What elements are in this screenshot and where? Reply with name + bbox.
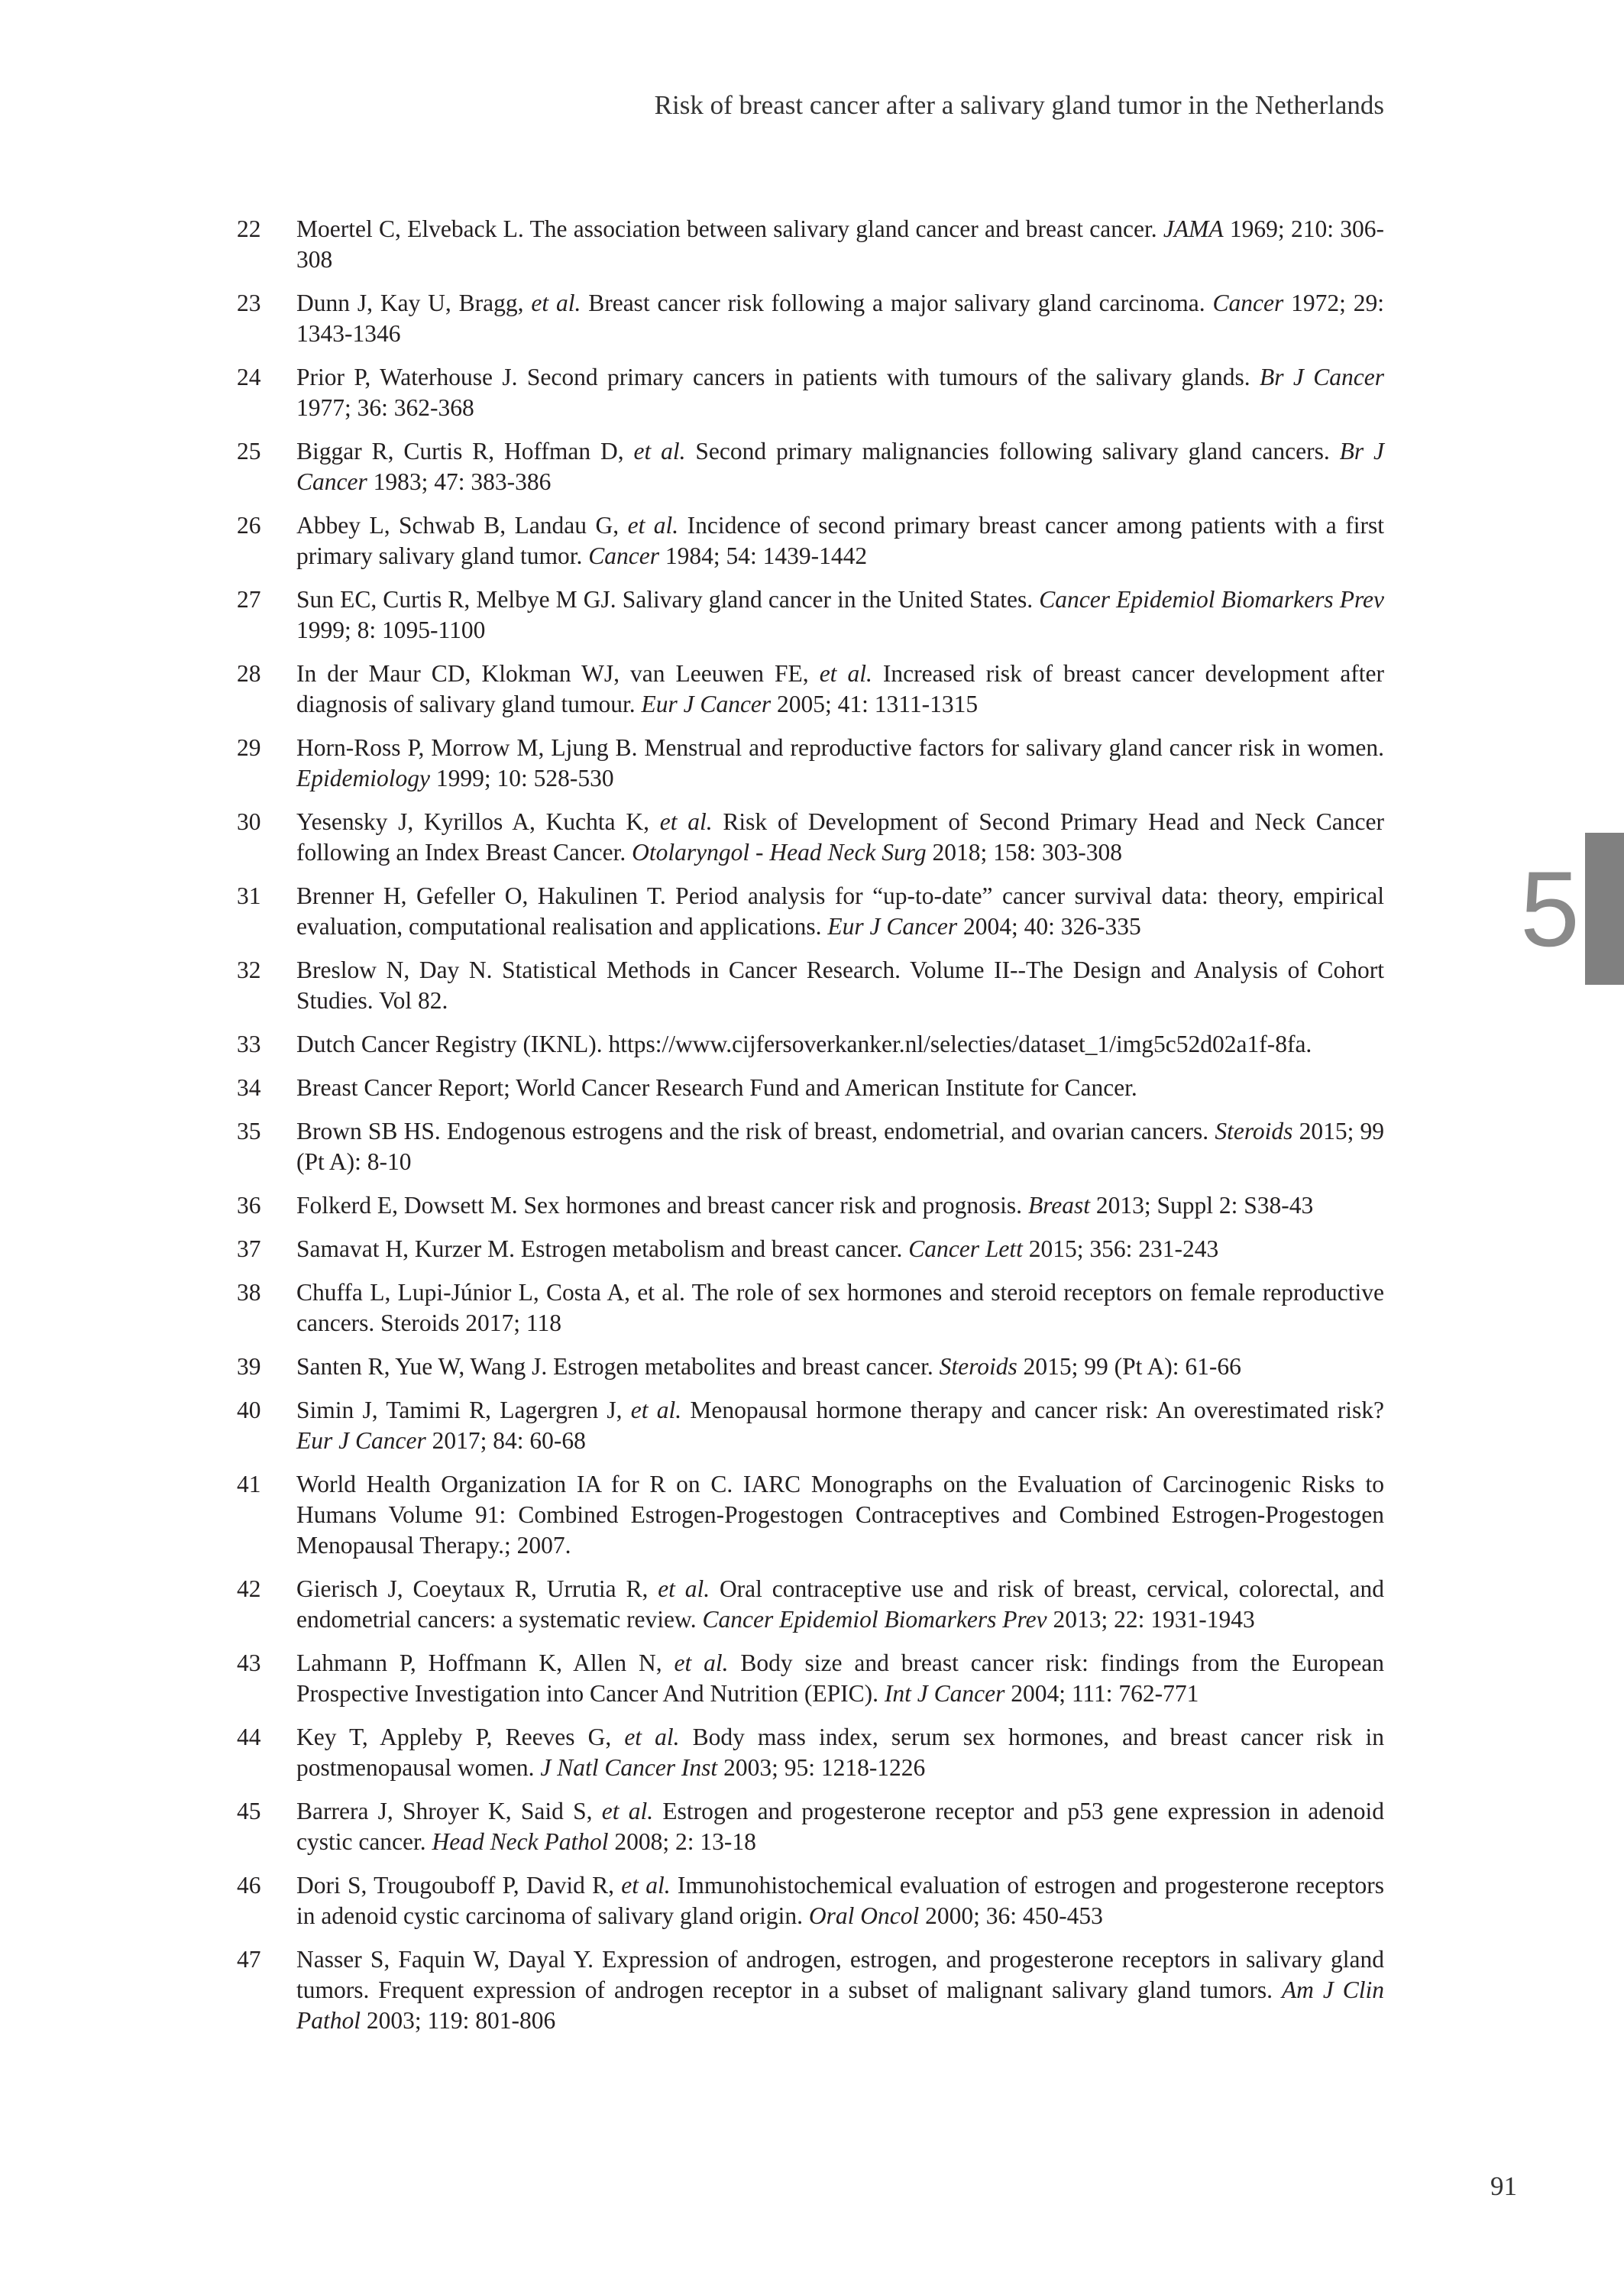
reference-text-part: Samavat H, Kurzer M. Estrogen metabolism and breast cancer.	[296, 1235, 909, 1262]
reference-text-part: Biggar R, Curtis R, Hoffman D,	[296, 438, 634, 465]
reference-item	[229, 1029, 1384, 1060]
reference-journal: et al.	[531, 290, 581, 316]
reference-text-part: In der Maur CD, Klokman WJ, van Leeuwen FE,	[296, 660, 820, 687]
reference-text-part: Key T, Appleby P, Reeves G,	[296, 1724, 625, 1750]
reference-journal: Oral Oncol	[808, 1902, 920, 1929]
reference-text-part: Folkerd E, Dowsett M. Sex hormones and breast cancer risk and prognosis.	[296, 1192, 1028, 1219]
reference-text	[296, 1279, 1384, 1336]
reference-text-part: 1977; 36: 362-368	[296, 394, 474, 421]
reference-item	[229, 1796, 1384, 1857]
reference-text-part: Brown SB HS. Endogenous estrogens and the risk of breast, endometrial, and ovarian cancers.	[296, 1118, 1215, 1144]
reference-journal: Eur J Cancer	[641, 691, 772, 717]
reference-item	[229, 1395, 1384, 1456]
reference-text	[296, 1235, 1218, 1262]
reference-text-part: Breslow N, Day N. Statistical Methods in Cancer Research. Volume II--The Design and Analysis of Cohort Studies. Vol 82.	[296, 957, 1384, 1014]
reference-item	[229, 1944, 1384, 2036]
reference-text	[296, 1471, 1384, 1559]
reference-item	[229, 881, 1384, 942]
reference-number: 23	[237, 290, 261, 316]
reference-journal: Br J Cancer	[1260, 364, 1384, 390]
reference-number: 41	[237, 1471, 261, 1497]
reference-text-part: Dori S, Trougouboff P, David R,	[296, 1872, 622, 1899]
reference-number: 37	[237, 1235, 261, 1262]
reference-number: 28	[237, 660, 261, 687]
reference-item	[229, 1073, 1384, 1103]
reference-item	[229, 955, 1384, 1016]
reference-journal: Cancer Epidemiol Biomarkers Prev	[1039, 586, 1384, 613]
reference-text-part: 2013; 22: 1931-1943	[1047, 1606, 1255, 1633]
reference-text-part: Abbey L, Schwab B, Landau G,	[296, 512, 628, 539]
reference-item	[229, 1574, 1384, 1635]
reference-text-part: Brenner H, Gefeller O, Hakulinen T. Period analysis for “up-to-date” cancer survival data: theory, empirical evaluation, computational realisation and applications.	[296, 882, 1384, 940]
reference-text-part: 2003; 119: 801-806	[361, 2007, 556, 2034]
reference-text-part: Immunohistochemical evaluation of estrogen and progesterone receptors in adenoid cystic carcinoma of salivary gland origin.	[296, 1872, 1384, 1929]
reference-item	[229, 1722, 1384, 1783]
reference-text-part: Horn-Ross P, Morrow M, Ljung B. Menstrual and reproductive factors for salivary gland cancer risk in women.	[296, 734, 1384, 761]
reference-text-part: Gierisch J, Coeytaux R, Urrutia R,	[296, 1575, 658, 1602]
reference-journal: Cancer Epidemiol Biomarkers Prev	[702, 1606, 1047, 1633]
reference-text-part: 1999; 8: 1095-1100	[296, 617, 486, 643]
reference-text	[296, 808, 1384, 866]
reference-text-part: Dunn J, Kay U, Bragg,	[296, 290, 532, 316]
reference-text-part: Simin J, Tamimi R, Lagergren J,	[296, 1397, 631, 1423]
reference-text-part: World Health Organization IA for R on C. IARC Monographs on the Evaluation of Carcinogenic Risks to Humans Volume 91: Combined Estrogen-Progestogen Contraceptives and Combined Estrogen-Progestogen Menopausal Therapy.; 2007.	[296, 1471, 1384, 1559]
reference-item	[229, 510, 1384, 571]
reference-text-part: 2004; 40: 326-335	[957, 913, 1141, 940]
reference-journal: Eur J Cancer	[296, 1427, 426, 1454]
reference-text	[296, 1074, 1137, 1101]
reference-journal: Cancer Lett	[908, 1235, 1023, 1262]
reference-number: 44	[237, 1724, 261, 1750]
reference-journal: et al.	[819, 660, 872, 687]
reference-item	[229, 733, 1384, 794]
reference-text-part: 2018; 158: 303-308	[926, 839, 1123, 866]
reference-number: 35	[237, 1118, 261, 1144]
reference-text-part: Moertel C, Elveback L. The association between salivary gland cancer and breast cancer.	[296, 215, 1163, 242]
reference-text-part: Increased risk of breast cancer development after diagnosis of salivary gland tumour.	[296, 660, 1385, 717]
reference-text-part: 2017; 84: 60-68	[425, 1427, 586, 1454]
reference-text-part: Incidence of second primary breast cancer among patients with a first primary salivary gland tumor.	[296, 512, 1384, 569]
reference-journal: Epidemiology	[296, 765, 430, 792]
reference-journal: Head Neck Pathol	[432, 1828, 609, 1855]
reference-text	[296, 1872, 1384, 1929]
reference-number: 29	[237, 734, 261, 761]
reference-text-part: Barrera J, Shroyer K, Said S,	[296, 1798, 602, 1824]
reference-item	[229, 362, 1384, 423]
reference-item	[229, 214, 1384, 275]
reference-item	[229, 436, 1384, 497]
reference-text	[296, 364, 1384, 421]
reference-journal: Br J Cancer	[296, 438, 1384, 495]
reference-text	[296, 1192, 1313, 1219]
reference-journal: et al.	[633, 438, 686, 465]
reference-journal: Otolaryngol - Head Neck Surg	[632, 839, 927, 866]
reference-journal: Cancer	[588, 542, 660, 569]
reference-journal: et al.	[658, 1575, 710, 1602]
reference-journal: Am J Clin Pathol	[296, 1976, 1384, 2034]
reference-number: 24	[237, 364, 261, 390]
reference-text-part: Second primary malignancies following salivary gland cancers.	[685, 438, 1340, 465]
reference-journal: Int J Cancer	[884, 1680, 1005, 1707]
reference-text-part: Yesensky J, Kyrillos A, Kuchta K,	[296, 808, 660, 835]
reference-journal: Breast	[1027, 1192, 1091, 1219]
reference-text-part: Chuffa L, Lupi-Júnior L, Costa A, et al. The role of sex hormones and steroid receptors on female reproductive cancers. Steroids 2017; 118	[296, 1279, 1384, 1336]
reference-list	[229, 214, 1384, 2049]
reference-text	[296, 512, 1384, 569]
reference-text	[296, 882, 1384, 940]
reference-text	[296, 438, 1384, 495]
reference-text-part: 1983; 47: 383-386	[367, 468, 552, 495]
reference-text-part: 2015; 99 (Pt A): 8-10	[296, 1118, 1384, 1175]
reference-journal: J Natl Cancer Inst	[540, 1754, 718, 1781]
reference-text-part: 2015; 356: 231-243	[1022, 1235, 1219, 1262]
reference-number: 30	[237, 808, 261, 835]
reference-item	[229, 1648, 1384, 1709]
reference-item	[229, 1469, 1384, 1561]
reference-item	[229, 1190, 1384, 1221]
reference-text-part: 2015; 99 (Pt A): 61-66	[1017, 1353, 1241, 1380]
reference-text-part: 2013; Suppl 2: S38-43	[1090, 1192, 1314, 1219]
reference-text-part: Oral contraceptive use and risk of breast, cervical, colorectal, and endometrial cancers: a systematic review.	[296, 1575, 1384, 1633]
reference-item	[229, 659, 1384, 720]
reference-text-part: Body size and breast cancer risk: findings from the European Prospective Investigation into Cancer And Nutrition (EPIC).	[296, 1649, 1384, 1707]
reference-text	[296, 1798, 1384, 1855]
reference-journal: Eur J Cancer	[827, 913, 958, 940]
reference-item	[229, 1234, 1384, 1264]
reference-number: 22	[237, 215, 261, 242]
reference-text-part: Estrogen and progesterone receptor and p53 gene expression in adenoid cystic cancer.	[296, 1798, 1384, 1855]
reference-text-part: Lahmann P, Hoffmann K, Allen N,	[296, 1649, 675, 1676]
reference-number: 38	[237, 1279, 261, 1306]
reference-text-part: 1984; 54: 1439-1442	[659, 542, 868, 569]
reference-text-part: 1999; 10: 528-530	[429, 765, 614, 792]
reference-item	[229, 1870, 1384, 1931]
reference-journal: et al.	[621, 1872, 671, 1899]
reference-item	[229, 1352, 1384, 1382]
reference-item	[229, 288, 1384, 349]
reference-journal: Cancer	[1212, 290, 1284, 316]
reference-text	[296, 1397, 1384, 1454]
chapter-tab	[1585, 833, 1624, 985]
reference-number: 43	[237, 1649, 261, 1676]
reference-text-part: 2005; 41: 1311-1315	[771, 691, 979, 717]
reference-journal: Steroids	[939, 1353, 1017, 1380]
reference-text	[296, 215, 1384, 273]
reference-text	[296, 660, 1384, 717]
reference-number: 45	[237, 1798, 261, 1824]
reference-text	[296, 1575, 1384, 1633]
reference-journal: et al.	[601, 1798, 654, 1824]
reference-journal: et al.	[624, 1724, 680, 1750]
reference-journal: et al.	[630, 1397, 682, 1423]
reference-number: 26	[237, 512, 261, 539]
reference-text-part: 2008; 2: 13-18	[608, 1828, 756, 1855]
reference-text-part: 1969; 210: 306-308	[296, 215, 1384, 273]
reference-number: 36	[237, 1192, 261, 1219]
reference-text-part: Breast Cancer Report; World Cancer Research Fund and American Institute for Cancer.	[296, 1074, 1137, 1101]
reference-text	[296, 1353, 1241, 1380]
running-header: Risk of breast cancer after a salivary gland tumor in the Netherlands	[654, 90, 1384, 120]
reference-text-part: Prior P, Waterhouse J. Second primary cancers in patients with tumours of the salivary glands.	[296, 364, 1260, 390]
reference-text	[296, 1724, 1384, 1781]
reference-number: 33	[237, 1031, 261, 1057]
reference-number: 46	[237, 1872, 261, 1899]
reference-text-part: Body mass index, serum sex hormones, and breast cancer risk in postmenopausal women.	[296, 1724, 1385, 1781]
reference-text	[296, 957, 1384, 1014]
reference-journal: et al.	[659, 808, 713, 835]
reference-text-part: 2000; 36: 450-453	[919, 1902, 1103, 1929]
reference-text	[296, 1031, 1312, 1057]
chapter-number: 5	[1520, 849, 1580, 969]
reference-number: 27	[237, 586, 261, 613]
reference-text	[296, 1946, 1384, 2034]
reference-number: 34	[237, 1074, 261, 1101]
reference-item	[229, 1116, 1384, 1177]
reference-text-part: Sun EC, Curtis R, Melbye M GJ. Salivary gland cancer in the United States.	[296, 586, 1040, 613]
reference-number: 25	[237, 438, 261, 465]
reference-text	[296, 734, 1384, 792]
reference-text-part: Nasser S, Faquin W, Dayal Y. Expression of androgen, estrogen, and progesterone receptors in salivary gland tumors. Frequent expression of androgen receptor in a subset of malignant salivary gland tumors.	[296, 1946, 1384, 2003]
reference-journal: JAMA	[1163, 215, 1224, 242]
reference-number: 31	[237, 882, 261, 909]
reference-item	[229, 584, 1384, 646]
reference-text-part: Santen R, Yue W, Wang J. Estrogen metabolites and breast cancer.	[296, 1353, 940, 1380]
reference-text-part: Risk of Development of Second Primary Head and Neck Cancer following an Index Breast Cancer.	[296, 808, 1384, 866]
reference-number: 42	[237, 1575, 261, 1602]
reference-text	[296, 290, 1384, 347]
reference-text	[296, 586, 1384, 643]
reference-text	[296, 1649, 1384, 1707]
reference-journal: et al.	[674, 1649, 729, 1676]
reference-number: 40	[237, 1397, 261, 1423]
reference-journal: Steroids	[1215, 1118, 1293, 1144]
reference-text-part: 2003; 95: 1218-1226	[717, 1754, 926, 1781]
reference-text-part: Breast cancer risk following a major salivary gland carcinoma.	[581, 290, 1213, 316]
reference-text	[296, 1118, 1384, 1175]
reference-text-part: 2004; 111: 762-771	[1004, 1680, 1199, 1707]
reference-item	[229, 1277, 1384, 1339]
reference-text-part: 1972; 29: 1343-1346	[296, 290, 1384, 347]
reference-number: 47	[237, 1946, 261, 1973]
reference-text-part: Menopausal hormone therapy and cancer risk: An overestimated risk?	[681, 1397, 1384, 1423]
reference-text-part: Dutch Cancer Registry (IKNL). https://www.cijfersoverkanker.nl/selecties/dataset_1/img5c52d02a1f-8fa.	[296, 1031, 1312, 1057]
reference-item	[229, 807, 1384, 868]
reference-number: 32	[237, 957, 261, 983]
page-number: 91	[1490, 2171, 1517, 2201]
reference-journal: et al.	[627, 512, 679, 539]
reference-number: 39	[237, 1353, 261, 1380]
